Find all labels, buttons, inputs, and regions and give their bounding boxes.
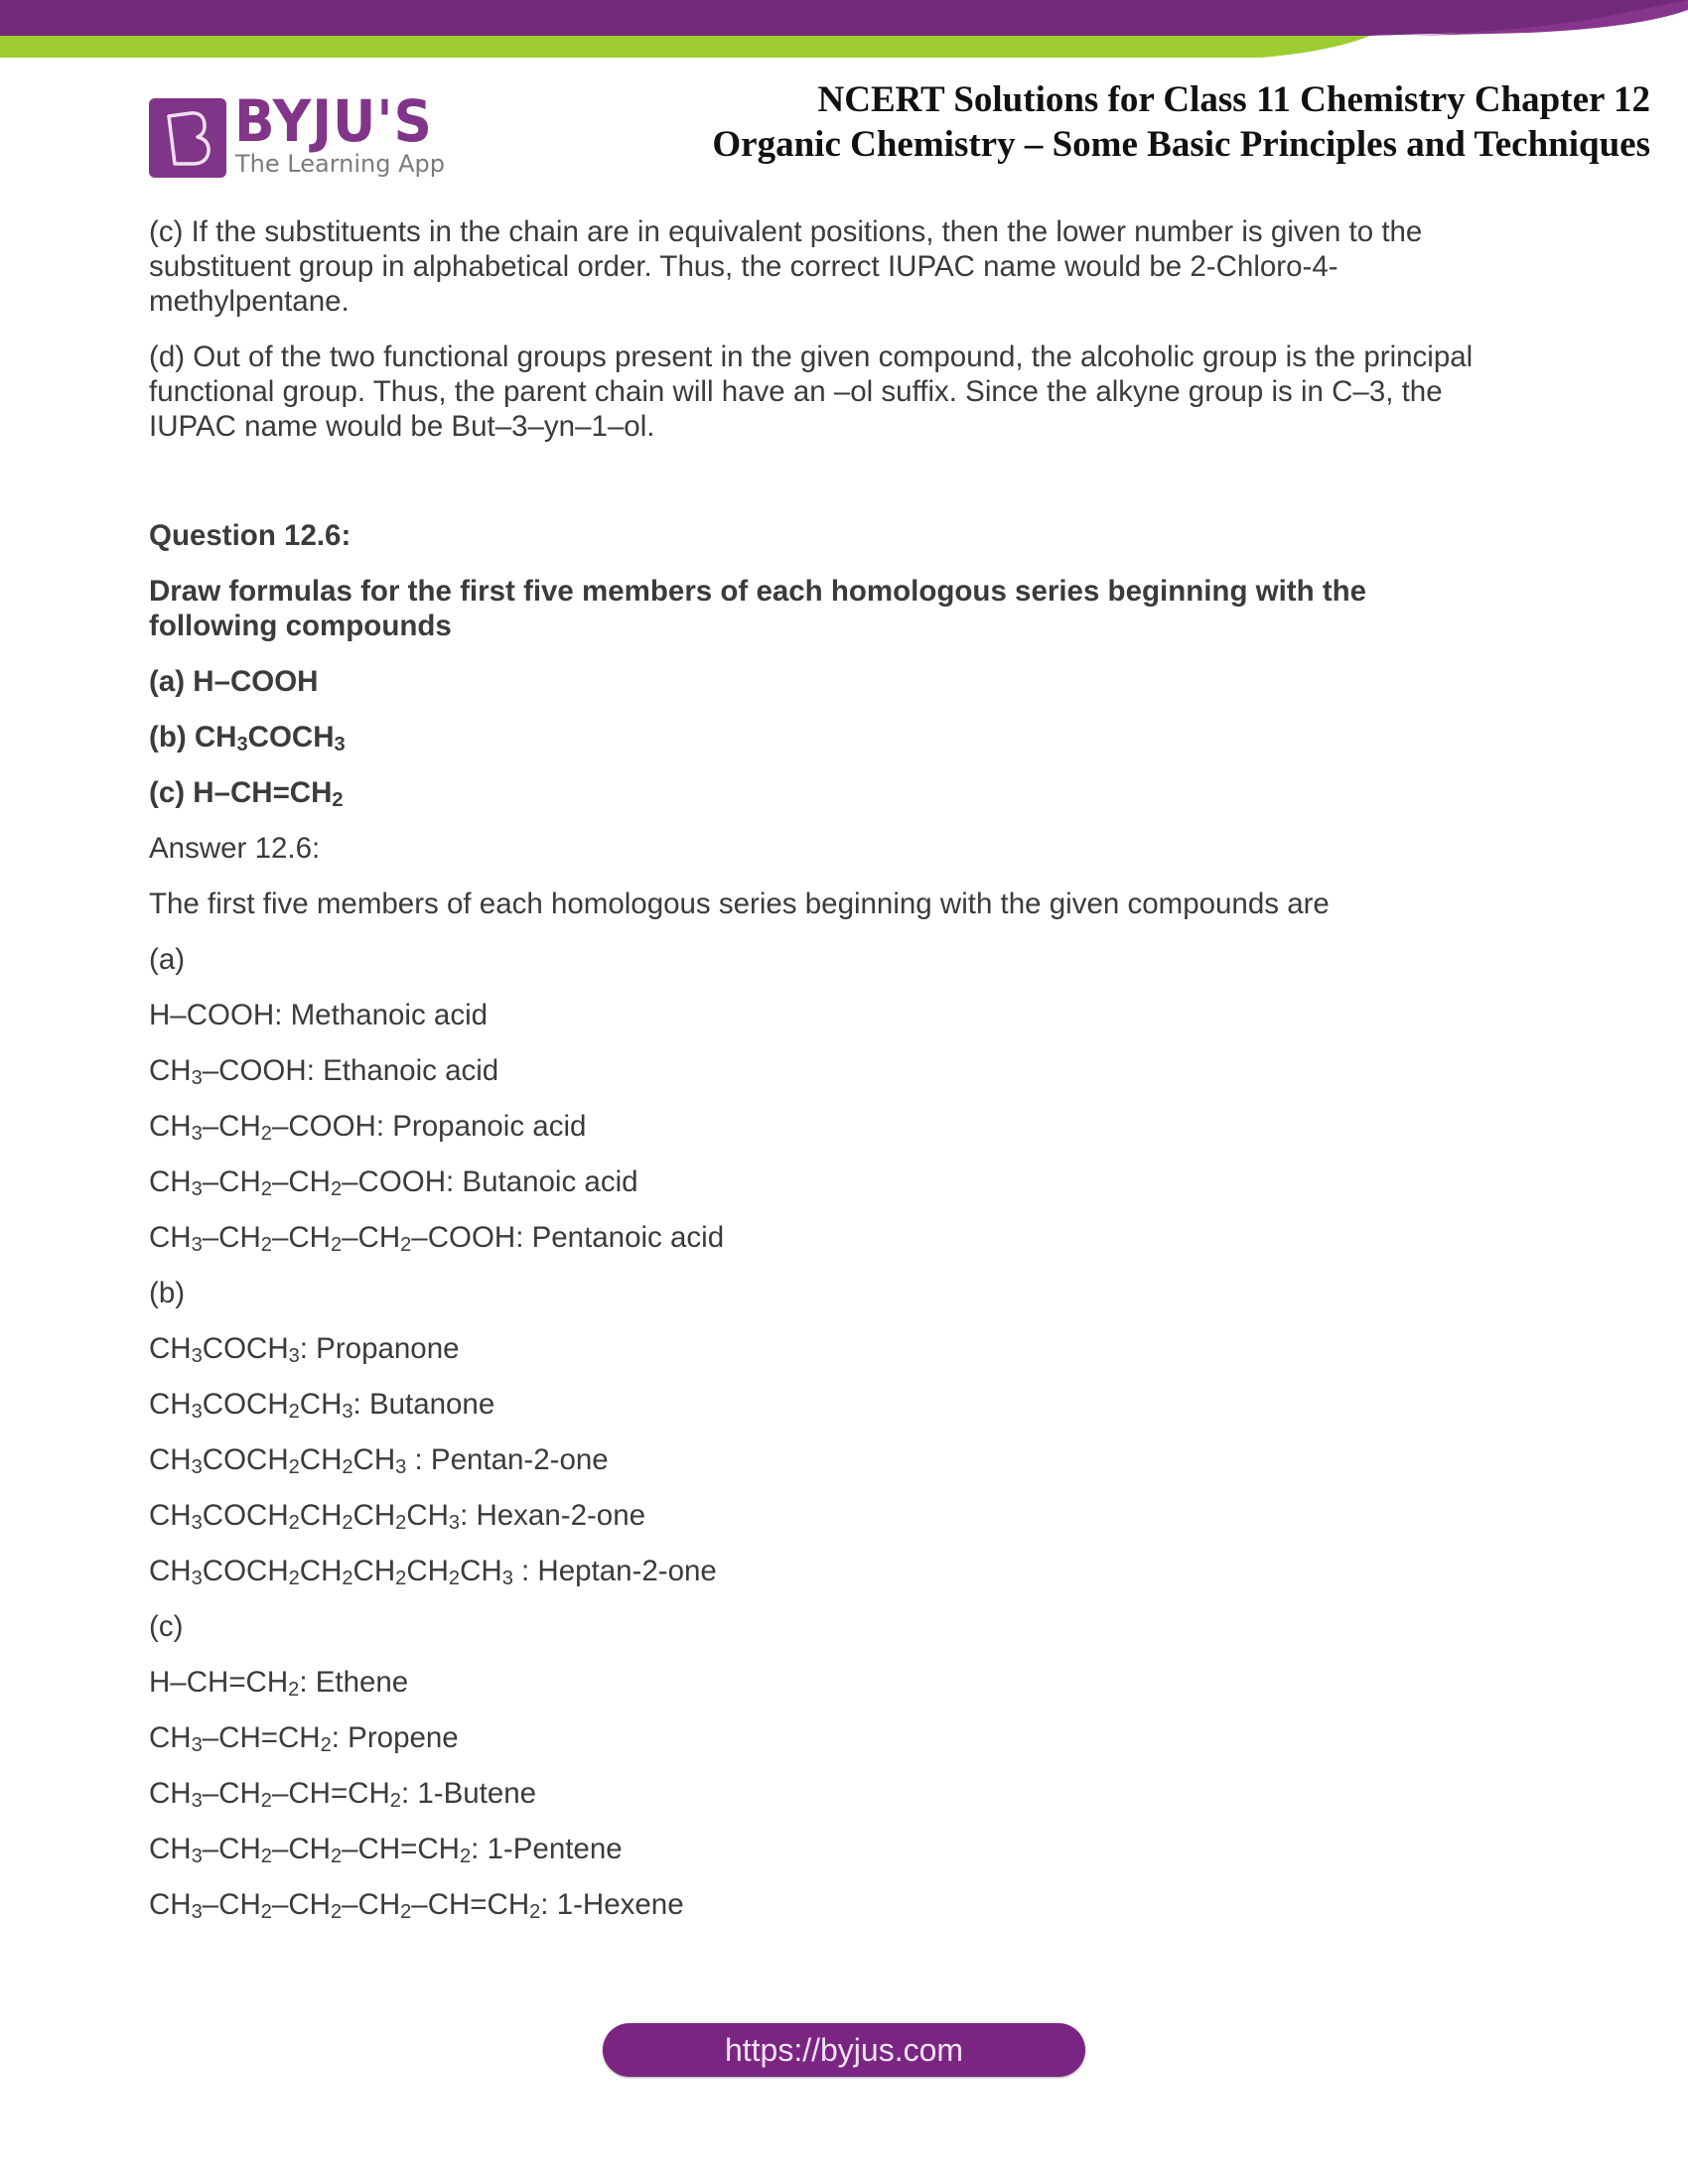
question-compound-b: (b) $CH_3COCH_3$ [149,721,346,755]
document-title [712,77,1650,167]
intro-section [149,214,1539,444]
formula: $H-CH=CH_2$ [193,776,344,811]
series-a-member-5: $CH_3-CH_2-CH_2-CH_2$–COOH: Pentanoic acid [149,1221,725,1256]
series-b-member-2: $CH_3COCH_2CH_3$: Butanone [149,1388,495,1423]
series-b-member-3: $CH_3COCH_2CH_2CH_3$ : Pentan-2-one [149,1443,609,1478]
question-compound-a: (a) H–COOH [149,665,319,698]
series-b-label: (b) [149,1277,186,1309]
series-c-member-1: $H-CH=CH_2$: Ethene [149,1666,409,1701]
answer-heading: Answer 12.6: [149,832,321,865]
footer-url-label: https://byjus.com [724,2031,964,2068]
answer-intro: The first five members of each homologous series beginning with the given compounds are [149,887,1330,920]
series-b-member-4: $CH_3COCH_2CH_2CH_2CH_3$: Hexan-2-one [149,1499,646,1534]
question-compound-c: (c) $H-CH=CH_2$ [149,776,344,811]
brand-name: BYJU'S [234,87,433,155]
series-c-member-3: $CH_3-CH_2-CH=CH_2$: 1-Butene [149,1777,537,1812]
paragraph-d: (d) Out of the two functional groups present in the given compound, the alcoholic group is the principal functional group. Thus, the parent chain will have an –ol suffix. Since the alkyne group is in C–3, the IUPAC name would be But–3–yn–1–ol. [149,341,1474,443]
series-a-member-3: $CH_3-CH_2$–COOH: Propanoic acid [149,1110,587,1145]
formula: H–COOH [193,665,319,698]
title-line-1: NCERT Solutions for Class 11 Chemistry Chapter 12 [817,79,1650,120]
header-banner [0,0,1688,60]
question-prompt: Draw formulas for the first five members of each homologous series beginning with the following compounds [149,575,1367,642]
series-c-member-5: $CH_3-CH_2-CH_2-CH_2-CH=CH_2$: 1-Hexene [149,1888,684,1923]
byjus-logo[interactable] [149,87,445,180]
series-b-member-1: $CH_3COCH_3$: Propanone [149,1332,460,1367]
paragraph-c: (c) If the substituents in the chain are in equivalent positions, then the lower number is given to the substituent group in alphabetical order. Thus, the correct IUPAC name would be 2-Chloro-4-methylpentane. [149,215,1423,318]
question-heading: Question 12.6: [149,519,352,552]
series-c-label: (c) [149,1610,184,1643]
series-a-member-4: $CH_3-CH_2-CH_2$–COOH: Butanoic acid [149,1165,638,1200]
brand-tagline: The Learning App [235,150,445,178]
series-c-member-2: $CH_3-CH=CH_2$: Propene [149,1721,459,1756]
series-b-member-5: $CH_3COCH_2CH_2CH_2CH_2CH_3$ : Heptan-2-one [149,1555,717,1589]
series-a-member-1: H–COOH: Methanoic acid [149,999,489,1031]
title-line-2: Organic Chemistry – Some Basic Principles and Techniques [712,124,1650,165]
series-a-label: (a) [149,943,186,976]
footer-url-link[interactable] [603,2023,1085,2077]
series-c-member-4: $CH_3-CH_2-CH_2-CH=CH_2$: 1-Pentene [149,1833,623,1867]
formula: $CH_3COCH_3$ [194,721,346,755]
series-a-member-2: $CH_3$–COOH: Ethanoic acid [149,1054,499,1089]
logo-b-icon [149,98,226,178]
